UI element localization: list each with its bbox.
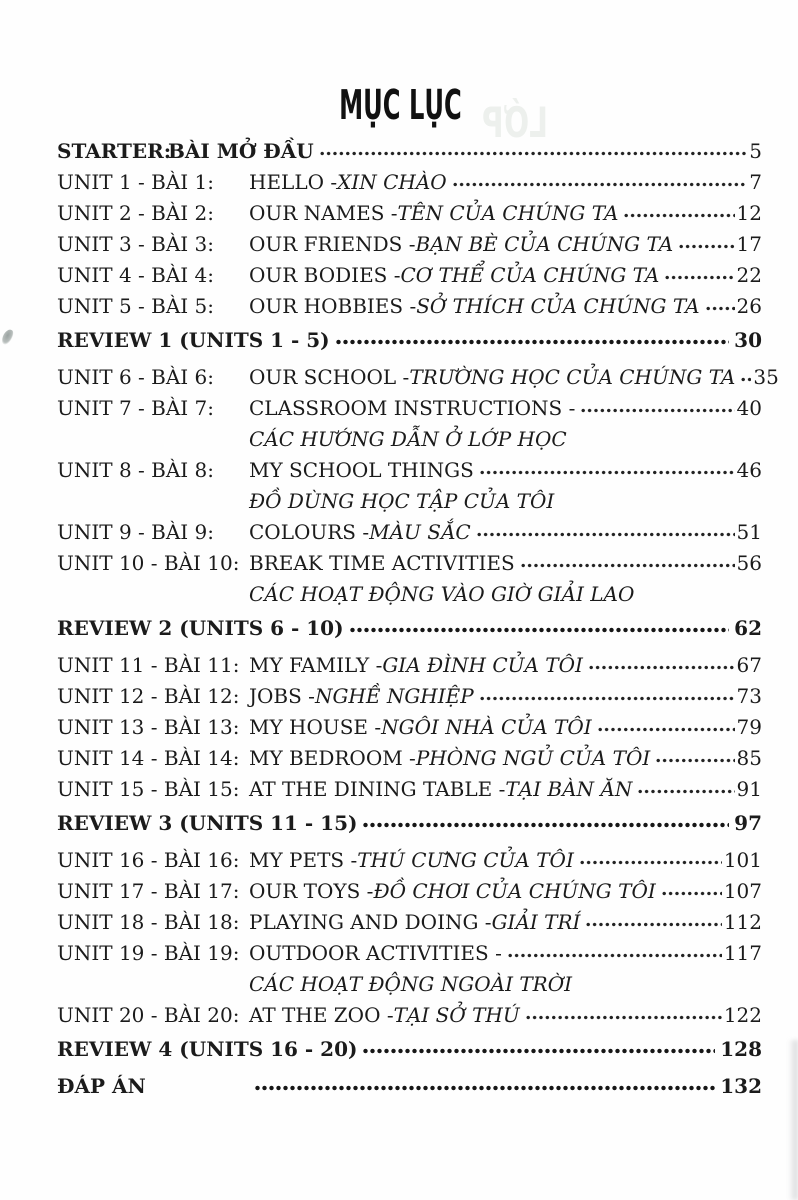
toc-entry-unit-13 — [57, 712, 762, 743]
entry-label: UNIT 7 - BÀI 7: — [57, 396, 215, 420]
entry-title-vi: GIẢI TRÍ — [491, 910, 581, 934]
dot-leader — [318, 149, 748, 158]
dot-leader — [579, 406, 734, 415]
entry-title-vi: ĐỒ CHƠI CỦA CHÚNG TÔI — [373, 879, 656, 903]
entry-title-vi: XIN CHÀO — [337, 170, 447, 194]
dot-leader — [361, 1046, 715, 1056]
entry-title-en: CLASSROOM INSTRUCTIONS - — [249, 396, 576, 420]
entry-title-en: MY SCHOOL THINGS — [249, 458, 474, 482]
toc-entry-unit-18 — [57, 907, 762, 938]
page-edge-shadow — [788, 1040, 798, 1200]
toc-entry-unit-15 — [57, 774, 762, 805]
entry-title-en: OUR FRIENDS - — [249, 232, 416, 256]
dot-leader — [596, 725, 735, 734]
entry-title-en: MY FAMILY - — [249, 653, 383, 677]
entry-label: UNIT 18 - BÀI 18: — [57, 910, 240, 934]
entry-page-number: 85 — [736, 746, 762, 770]
entry-label: UNIT 13 - BÀI 13: — [57, 715, 240, 739]
toc-entry-review-1 — [57, 325, 762, 356]
entry-title-vi: CÁC HƯỚNG DẪN Ở LỚP HỌC — [249, 427, 567, 451]
entry-title: BÀI MỞ ĐẦU — [168, 139, 314, 163]
dot-leader — [636, 787, 734, 796]
entry-page-number: 62 — [734, 616, 762, 640]
toc-entry-answer-key — [57, 1071, 762, 1102]
entry-label: UNIT 12 - BÀI 12: — [57, 684, 240, 708]
toc-entry-unit-6 — [57, 362, 779, 393]
scan-speck-artifact — [0, 328, 15, 346]
dot-leader — [704, 304, 735, 313]
review-label: REVIEW 1 (UNITS 1 - 5) — [57, 328, 330, 352]
toc-entry-unit-8-continuation — [57, 486, 762, 517]
dot-leader — [587, 663, 735, 672]
entry-title-vi: CÁC HOẠT ĐỘNG NGOÀI TRỜI — [249, 972, 573, 996]
entry-title-en: BREAK TIME ACTIVITIES — [249, 551, 515, 575]
entry-page-number: 56 — [736, 551, 762, 575]
entry-page-number: 67 — [736, 653, 762, 677]
entry-title-vi: BẠN BÈ CỦA CHÚNG TA — [415, 232, 674, 256]
entry-label: UNIT 2 - BÀI 2: — [57, 201, 215, 225]
entry-page-number: 73 — [736, 684, 762, 708]
dot-leader — [253, 1083, 715, 1093]
entry-title-en: OUR TOYS - — [249, 879, 374, 903]
entry-title-vi: GIA ĐÌNH CỦA TÔI — [382, 653, 583, 677]
entry-title-vi: PHÒNG NGỦ CỦA TÔI — [415, 746, 651, 770]
entry-page-number: 35 — [753, 365, 779, 389]
dot-leader — [478, 694, 735, 703]
entry-page-number: 117 — [723, 941, 762, 965]
entry-title-en: OUR HOBBIES - — [249, 294, 417, 318]
dot-leader — [348, 625, 730, 635]
review-label: REVIEW 4 (UNITS 16 - 20) — [57, 1037, 358, 1061]
entry-title-vi: SỞ THÍCH CỦA CHÚNG TA — [416, 294, 700, 318]
toc-entry-unit-12 — [57, 681, 762, 712]
dot-leader — [451, 180, 748, 189]
dot-leader — [578, 858, 722, 867]
toc-entry-unit-5 — [57, 291, 762, 322]
entry-page-number: 46 — [736, 458, 762, 482]
entry-label: UNIT 10 - BÀI 10: — [57, 551, 240, 575]
entry-page-number: 107 — [723, 879, 762, 903]
entry-label: UNIT 5 - BÀI 5: — [57, 294, 215, 318]
dot-leader — [622, 211, 734, 220]
toc-entry-starter — [57, 136, 762, 167]
entry-page-number: 26 — [736, 294, 762, 318]
dot-leader — [677, 242, 734, 251]
entry-page-number: 101 — [723, 848, 762, 872]
dot-leader — [739, 375, 751, 384]
toc-entry-unit-11 — [57, 650, 762, 681]
entry-page-number: 17 — [736, 232, 762, 256]
entry-label: UNIT 6 - BÀI 6: — [57, 365, 215, 389]
dot-leader — [519, 561, 735, 570]
toc-entry-unit-20 — [57, 1000, 762, 1031]
entry-page-number: 22 — [736, 263, 762, 287]
toc-entry-unit-19 — [57, 938, 762, 969]
toc-entry-unit-14 — [57, 743, 762, 774]
entry-page-number: 5 — [749, 139, 762, 163]
entry-title-vi: NGHỀ NGHIỆP — [314, 684, 474, 708]
toc-entry-unit-7-continuation — [57, 424, 762, 455]
entry-title-vi: TRƯỜNG HỌC CỦA CHÚNG TA — [409, 365, 736, 389]
entry-title-en: MY PETS - — [249, 848, 358, 872]
entry-title-en: MY HOUSE - — [249, 715, 382, 739]
entry-page-number: 40 — [736, 396, 762, 420]
entry-title-en: COLOURS - — [249, 520, 370, 544]
dot-leader — [478, 468, 735, 477]
entry-label: STARTER: — [57, 139, 172, 163]
entry-page-number: 112 — [723, 910, 762, 934]
entry-title-vi: TÊN CỦA CHÚNG TA — [397, 201, 619, 225]
entry-page-number: 79 — [736, 715, 762, 739]
dot-leader — [361, 820, 729, 830]
entry-title-vi: TẠI BÀN ĂN — [505, 777, 633, 801]
entry-title-vi: NGÔI NHÀ CỦA TÔI — [381, 715, 592, 739]
dot-leader — [334, 337, 730, 347]
entry-label: UNIT 16 - BÀI 16: — [57, 848, 240, 872]
entry-label: UNIT 15 - BÀI 15: — [57, 777, 240, 801]
entry-title-en: AT THE ZOO - — [249, 1003, 394, 1027]
entry-label: UNIT 9 - BÀI 9: — [57, 520, 215, 544]
entry-title-en: OUR NAMES - — [249, 201, 398, 225]
entry-title-en: OUR BODIES - — [249, 263, 401, 287]
review-label: REVIEW 2 (UNITS 6 - 10) — [57, 616, 344, 640]
entry-label: UNIT 3 - BÀI 3: — [57, 232, 215, 256]
toc-entry-unit-3 — [57, 229, 762, 260]
table-of-contents — [57, 136, 779, 1102]
entry-title-vi: ĐỒ DÙNG HỌC TẬP CỦA TÔI — [249, 489, 555, 513]
entry-title-en: AT THE DINING TABLE - — [249, 777, 506, 801]
review-label: REVIEW 3 (UNITS 11 - 15) — [57, 811, 358, 835]
toc-entry-unit-7 — [57, 393, 762, 424]
entry-label: ĐÁP ÁN — [57, 1074, 146, 1098]
entry-label: UNIT 19 - BÀI 19: — [57, 941, 240, 965]
toc-entry-unit-19-continuation — [57, 969, 762, 1000]
entry-page-number: 12 — [736, 201, 762, 225]
entry-label: UNIT 8 - BÀI 8: — [57, 458, 215, 482]
entry-page-number: 128 — [720, 1037, 762, 1061]
dot-leader — [584, 920, 721, 929]
entry-title-en: HELLO - — [249, 170, 338, 194]
entry-label: UNIT 20 - BÀI 20: — [57, 1003, 240, 1027]
toc-entry-unit-8 — [57, 455, 762, 486]
toc-entry-unit-16 — [57, 845, 762, 876]
toc-entry-unit-2 — [57, 198, 762, 229]
entry-page-number: 122 — [723, 1003, 762, 1027]
dot-leader — [663, 273, 734, 282]
entry-label: UNIT 11 - BÀI 11: — [57, 653, 240, 677]
entry-title-en: OUTDOOR ACTIVITIES - — [249, 941, 502, 965]
dot-leader — [660, 889, 722, 898]
ink-bleed-ghost-text: LỚP — [482, 98, 548, 147]
dot-leader — [506, 951, 722, 960]
entry-title-vi: TẠI SỞ THÚ — [393, 1003, 520, 1027]
entry-label: UNIT 1 - BÀI 1: — [57, 170, 215, 194]
toc-entry-unit-10 — [57, 548, 762, 579]
entry-label: UNIT 4 - BÀI 4: — [57, 263, 215, 287]
dot-leader — [524, 1013, 722, 1022]
toc-entry-review-2 — [57, 613, 762, 644]
toc-entry-review-4 — [57, 1034, 762, 1065]
toc-entry-unit-9 — [57, 517, 762, 548]
entry-title-en: MY BEDROOM - — [249, 746, 416, 770]
entry-label: UNIT 14 - BÀI 14: — [57, 746, 240, 770]
entry-title-vi: MÀU SẮC — [369, 520, 471, 544]
toc-entry-unit-10-continuation — [57, 579, 762, 610]
entry-title-vi: CƠ THỂ CỦA CHÚNG TA — [400, 263, 660, 287]
dot-leader — [654, 756, 734, 765]
entry-title-en: JOBS - — [249, 684, 315, 708]
dot-leader — [475, 530, 735, 539]
entry-page-number: 7 — [749, 170, 762, 194]
entry-page-number: 51 — [736, 520, 762, 544]
toc-entry-review-3 — [57, 808, 762, 839]
page-title: MỤC LỤC — [339, 82, 462, 130]
entry-title-vi: CÁC HOẠT ĐỘNG VÀO GIỜ GIẢI LAO — [249, 582, 635, 606]
entry-title-en: PLAYING AND DOING - — [249, 910, 492, 934]
entry-page-number: 30 — [734, 328, 762, 352]
entry-title-vi: THÚ CƯNG CỦA TÔI — [357, 848, 574, 872]
toc-entry-unit-1 — [57, 167, 762, 198]
toc-entry-unit-4 — [57, 260, 762, 291]
entry-page-number: 91 — [736, 777, 762, 801]
entry-label: UNIT 17 - BÀI 17: — [57, 879, 240, 903]
entry-title-en: OUR SCHOOL - — [249, 365, 410, 389]
entry-page-number: 97 — [734, 811, 762, 835]
entry-page-number: 132 — [720, 1074, 762, 1098]
toc-entry-unit-17 — [57, 876, 762, 907]
